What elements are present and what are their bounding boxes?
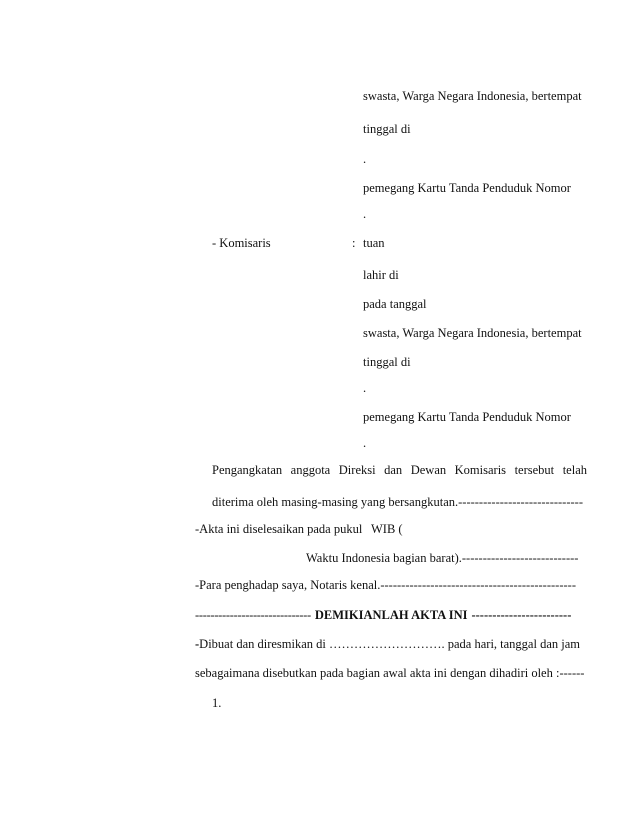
dibuat-text: Dibuat dan diresmikan di ………………………. pada hari, tanggal dan jam [199, 637, 580, 651]
upper-line-2: tinggal di [363, 122, 411, 136]
komisaris-line-5: tinggal di [363, 355, 411, 369]
komisaris-line-3: pada tanggal [363, 297, 427, 311]
komisaris-line-7: pemegang Kartu Tanda Penduduk Nomor [363, 410, 571, 424]
upper-line-1: swasta, Warga Negara Indonesia, bertempat [363, 89, 582, 103]
pengangkatan-line-1: Pengangkatan anggota Direksi dan Dewan Komisaris tersebut telah [212, 463, 587, 477]
akta-selesai-line-1a: -Akta ini diselesaikan pada pukul [195, 522, 363, 536]
akta-selesai-line-1b: WIB ( [371, 522, 403, 536]
komisaris-line-1: tuan [363, 236, 385, 250]
upper-line-5: . [363, 207, 367, 221]
demikian-line [195, 607, 587, 623]
dibuat-line-2: sebagaimana disebutkan pada bagian awal akta ini dengan dihadiri oleh :------ [195, 666, 585, 680]
demikian-title: DEMIKIANLAH AKTA INI [314, 608, 468, 622]
dibuat-dash: - [195, 637, 200, 651]
komisaris-line-2: lahir di [363, 268, 399, 282]
komisaris-line-6: . [363, 381, 367, 395]
komisaris-colon: : [352, 236, 356, 250]
demikian-dashes-left: ------------------------------ [195, 608, 311, 622]
pengangkatan-line-2: diterima oleh masing-masing yang bersangkutan.------------------------------ [212, 495, 583, 509]
upper-line-3: . [363, 152, 367, 166]
upper-line-4: pemegang Kartu Tanda Penduduk Nomor [363, 181, 571, 195]
komisaris-label: - Komisaris [212, 236, 271, 250]
penghadap-line: -Para penghadap saya, Notaris kenal.----------------------------------------------- [195, 578, 576, 592]
demikian-dashes-right: ------------------------ [471, 608, 572, 622]
komisaris-line-4: swasta, Warga Negara Indonesia, bertempat [363, 326, 582, 340]
komisaris-line-8: . [363, 436, 367, 450]
list-item-number: 1. [212, 696, 222, 710]
dibuat-line-1 [195, 636, 580, 652]
akta-selesai-line-2: Waktu Indonesia bagian barat).---------------------------- [306, 551, 579, 565]
